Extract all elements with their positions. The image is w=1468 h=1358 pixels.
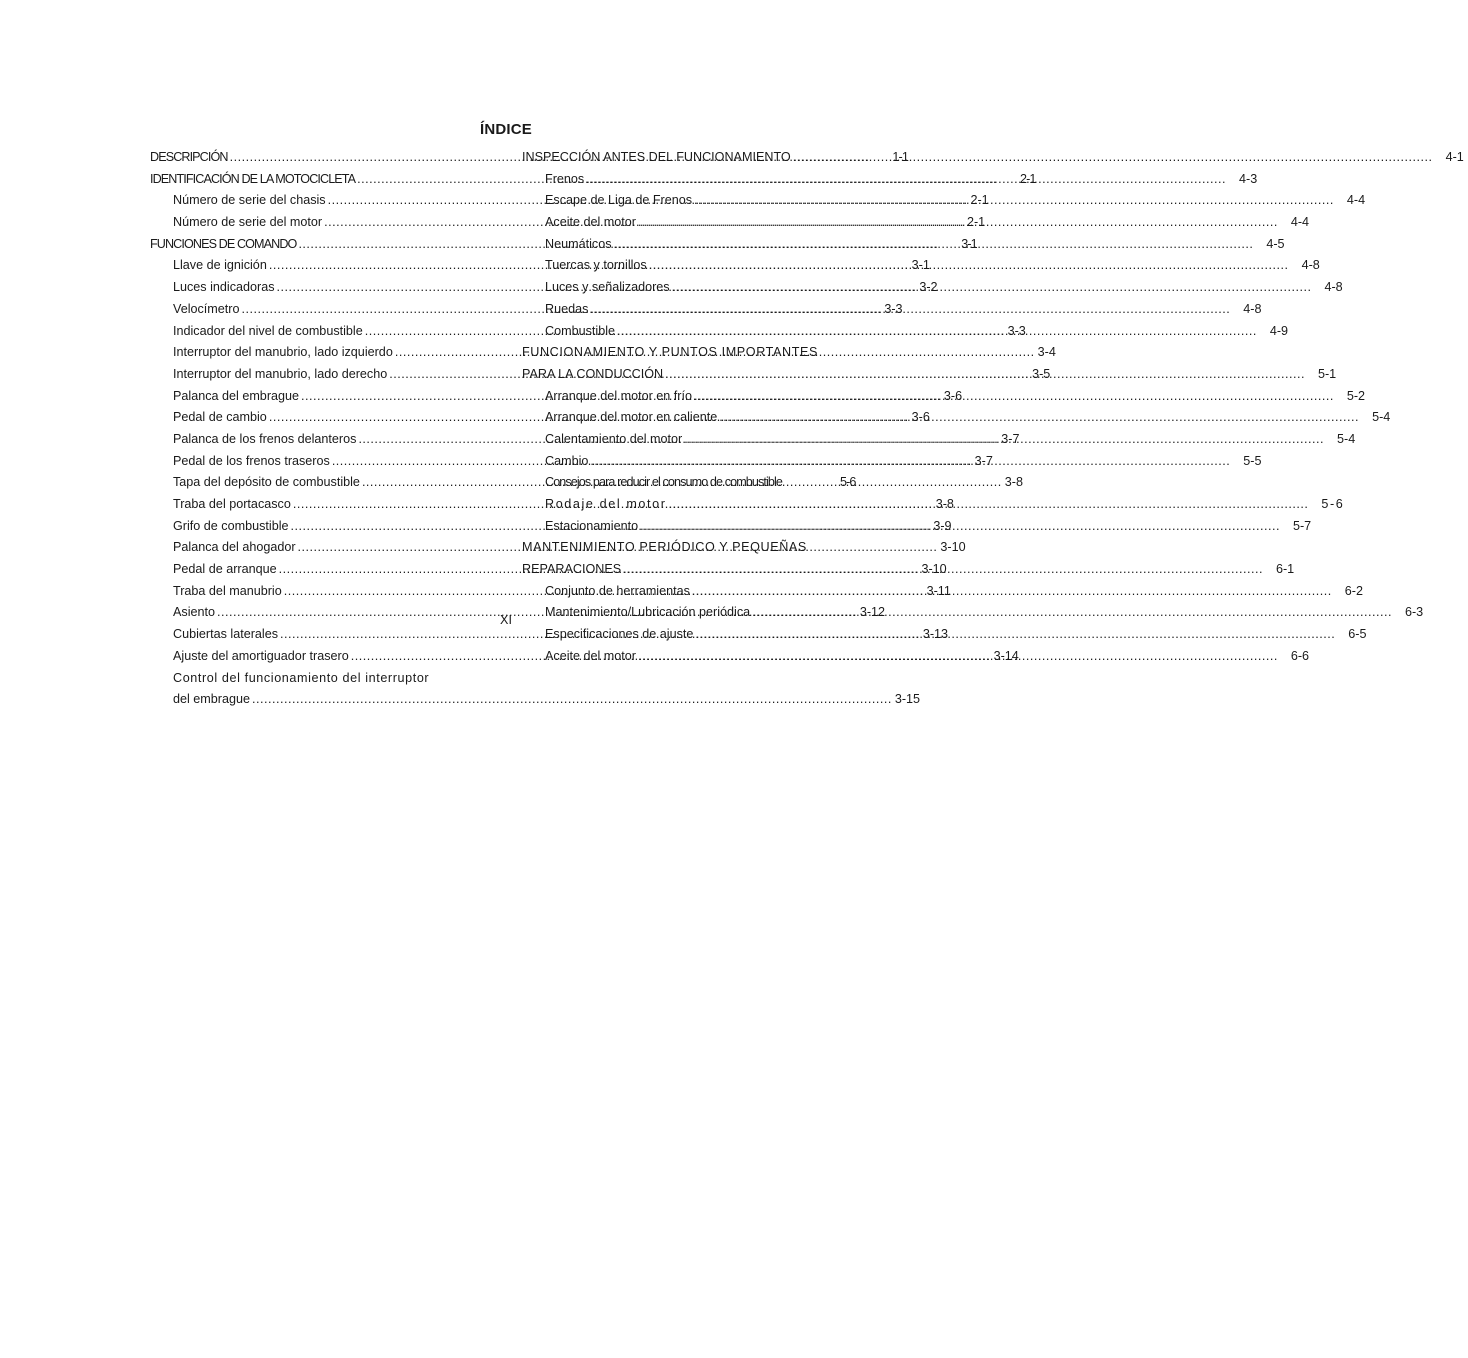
toc-entry-page: 4-4 <box>1290 215 1310 230</box>
toc-entry-title: Indicador del nivel de combustible <box>173 323 363 338</box>
toc-entry-page: 4-8 <box>1243 301 1262 316</box>
dot-leader <box>617 324 1257 338</box>
toc-entry-page: 3-10 <box>921 562 947 577</box>
toc-entry-title: Ruedas <box>545 301 589 316</box>
toc-entry-title: INSPECCIÓN ANTES DEL FUNCIONAMIENTO <box>522 150 791 164</box>
toc-entry-page: 5-2 <box>1346 388 1366 403</box>
toc-entry-title: Luces y señalizadores <box>545 280 670 295</box>
toc-entry-title: Cambio <box>545 453 589 468</box>
dot-leader <box>614 237 1254 251</box>
toc-entry-title: Cubiertas laterales <box>173 627 278 642</box>
toc-entry-title: Estacionamiento <box>545 518 639 533</box>
toc-entry-page: 3-11 <box>926 583 951 598</box>
toc-entry-page: 4-9 <box>1269 323 1289 338</box>
toc-entry-title: Conjunto de herramientas <box>545 583 690 598</box>
toc-entry-page: 3-5 <box>1032 366 1051 381</box>
toc-entry-title: Interruptor del manubrio, lado izquierdo <box>173 345 393 360</box>
toc-entry-page: 6-3 <box>1404 605 1424 620</box>
page-title: ÍNDICE <box>479 121 533 138</box>
toc-entry-page: 4-8 <box>1324 280 1343 295</box>
toc-entry-page: 5-6 <box>840 475 856 490</box>
dot-leader <box>793 150 1433 164</box>
toc-entry-page: 3-7 <box>1001 431 1020 446</box>
toc-entry-title: Pedal de los frenos traseros <box>173 453 330 468</box>
toc-entry-page: 5-4 <box>1337 431 1356 446</box>
dot-leader <box>694 389 1334 403</box>
toc-entry-page: 3-10 <box>940 540 966 555</box>
toc-entry-page: 3-7 <box>974 453 993 468</box>
toc-entry-page: 3-1 <box>961 236 977 251</box>
toc-entry-page: 6-6 <box>1290 648 1310 663</box>
toc-entry-title: Frenos <box>545 171 585 186</box>
toc-entry-title: Número de serie del motor <box>173 215 323 230</box>
toc-entry-page: 3-1 <box>911 258 930 273</box>
toc-entry-title: Palanca del embrague <box>173 388 300 403</box>
toc-entry-page: 5-7 <box>1292 518 1312 533</box>
toc-entry[interactable] <box>150 323 1026 346</box>
toc-entry-page: 3-4 <box>1037 345 1056 360</box>
dot-leader <box>623 562 1263 576</box>
toc-entry-title: Especificaciones de ajuste <box>545 627 694 642</box>
toc-entry-page: 6-1 <box>1275 562 1295 577</box>
dot-leader <box>672 280 1312 294</box>
dot-leader <box>684 432 1324 446</box>
toc-entry-title: Neumáticos <box>545 236 612 251</box>
toc-entry-title: Ajuste del amortiguador trasero <box>173 648 349 663</box>
toc-entry-page: 6-5 <box>1348 627 1367 642</box>
toc-entry-title: Velocímetro <box>173 301 240 316</box>
toc-entry-title: Combustible <box>545 323 615 338</box>
toc-entry-title: Pedal de cambio <box>173 410 267 425</box>
toc-entry-page: 3-9 <box>933 518 952 533</box>
dot-leader <box>590 454 1230 468</box>
toc-entry-page: 5-1 <box>1317 366 1337 381</box>
toc-entry-title: Rodaje del motor <box>545 497 667 511</box>
toc-entry-page: 4-8 <box>1301 258 1320 273</box>
toc-entry[interactable] <box>522 540 862 562</box>
dot-leader <box>692 584 1332 598</box>
toc-entry-page: 3-6 <box>911 410 930 425</box>
toc-entry[interactable] <box>522 345 862 367</box>
toc-entry-title: Llave de ignición <box>173 258 267 273</box>
toc-entry-title: Interruptor del manubrio, lado derecho <box>173 366 388 381</box>
toc-entry[interactable] <box>150 671 491 693</box>
dot-leader <box>695 627 1335 641</box>
toc-entry-page: 3-14 <box>993 648 1019 663</box>
toc-entry-page: 3-15 <box>894 692 921 707</box>
toc-entry-page: 4-5 <box>1266 236 1285 251</box>
toc-entry[interactable] <box>522 475 862 497</box>
toc-entry-title: Pedal de arranque <box>173 562 277 577</box>
dot-leader <box>586 172 1226 186</box>
toc-entry-title: MANTENIMIENTO PERIÓDICO Y PEQUEÑAS <box>522 540 807 555</box>
toc-entry-page: 4-3 <box>1239 171 1258 186</box>
toc-entry-title: Calentamiento del motor <box>545 431 683 446</box>
toc-entry-page: 3-6 <box>943 388 963 403</box>
toc-entry-title: Número de serie del chasis <box>173 193 326 208</box>
dot-leader <box>665 367 1305 381</box>
toc-entry-page: 3-13 <box>922 627 949 642</box>
toc-entry-title: Palanca del ahogador <box>173 540 296 555</box>
dot-leader <box>694 193 1334 207</box>
toc-entry-title: Aceite del motor <box>545 215 636 230</box>
dot-leader <box>649 258 1289 272</box>
toc-entry-page: 2-1 <box>1020 171 1036 186</box>
toc-entry-title: Traba del manubrio <box>173 583 282 598</box>
toc-entry-page: 3-2 <box>919 280 938 295</box>
toc-entry-title: Tuercas y tornillos <box>545 258 647 273</box>
toc-entry-title: Tapa del depósito de combustible <box>173 475 360 490</box>
toc-entry-title: Aceite del motor <box>545 648 636 663</box>
toc-entry-title: Luces indicadoras <box>173 280 275 295</box>
toc-entry-page: 1-1 <box>892 150 908 164</box>
toc-entry-title: Arranque del motor en caliente <box>545 410 718 425</box>
dot-leader <box>719 410 1359 424</box>
toc-entry-title: Escape de Liga de Frenos <box>545 193 693 208</box>
toc-entry-title: PARA LA CONDUCCIÓN <box>522 366 664 381</box>
toc-entry-title: Consejos para reducir el consumo de combustible <box>545 475 783 490</box>
toc-entry-page: 5-6 <box>1321 497 1345 511</box>
dot-leader <box>252 692 892 706</box>
dot-leader <box>638 215 1278 229</box>
toc-entry-title: FUNCIONES DE COMANDO <box>150 236 297 251</box>
dot-leader <box>590 302 1230 316</box>
toc-entry-title: FUNCIONAMIENTO Y PUNTOS IMPORTANTES <box>522 345 819 360</box>
toc-entry-title: Palanca de los frenos delanteros <box>173 431 357 446</box>
dot-leader <box>669 497 1309 511</box>
toc-entry-page: 5-4 <box>1372 410 1391 425</box>
toc-entry-page: 3-3 <box>884 301 903 316</box>
dot-leader <box>638 649 1278 663</box>
toc-entry-title: del embrague <box>173 692 251 707</box>
toc-entry-title: Traba del portacasco <box>173 497 291 511</box>
dot-leader <box>640 519 1280 533</box>
toc-entry-page: 4-1 <box>1445 150 1464 164</box>
toc-entry-title: Grifo de combustible <box>173 518 289 533</box>
toc-entry-title: REPARACIONES <box>522 562 622 577</box>
page-number: XI <box>500 613 512 627</box>
toc-entry-title: IDENTIFICACIÓN DE LA MOTOCICLETA <box>150 171 356 186</box>
toc-entry-title: Mantenimiento/Lubricación periódica <box>545 605 751 620</box>
toc-entry-page: 6-2 <box>1344 583 1363 598</box>
toc-entry-title: DESCRIPCIÓN <box>150 150 228 164</box>
toc-entry-page: 2-1 <box>970 193 989 208</box>
toc-entry-title: Arranque del motor en frío <box>545 388 693 403</box>
toc-entry-page: 4-4 <box>1346 193 1366 208</box>
toc-entry-title: Asiento <box>173 605 216 620</box>
toc-entry[interactable] <box>150 692 921 714</box>
toc-entry-page: 3-8 <box>935 497 954 511</box>
toc-entry-page: 2-1 <box>966 215 986 230</box>
toc-entry-page: 3-12 <box>859 605 886 620</box>
toc-entry-page: 5-5 <box>1243 453 1262 468</box>
toc-entry-title: Control del funcionamiento del interruptor <box>173 670 430 685</box>
toc-entry-page: 3-3 <box>1007 323 1026 338</box>
toc-entry-page: 3-8 <box>1004 475 1023 490</box>
